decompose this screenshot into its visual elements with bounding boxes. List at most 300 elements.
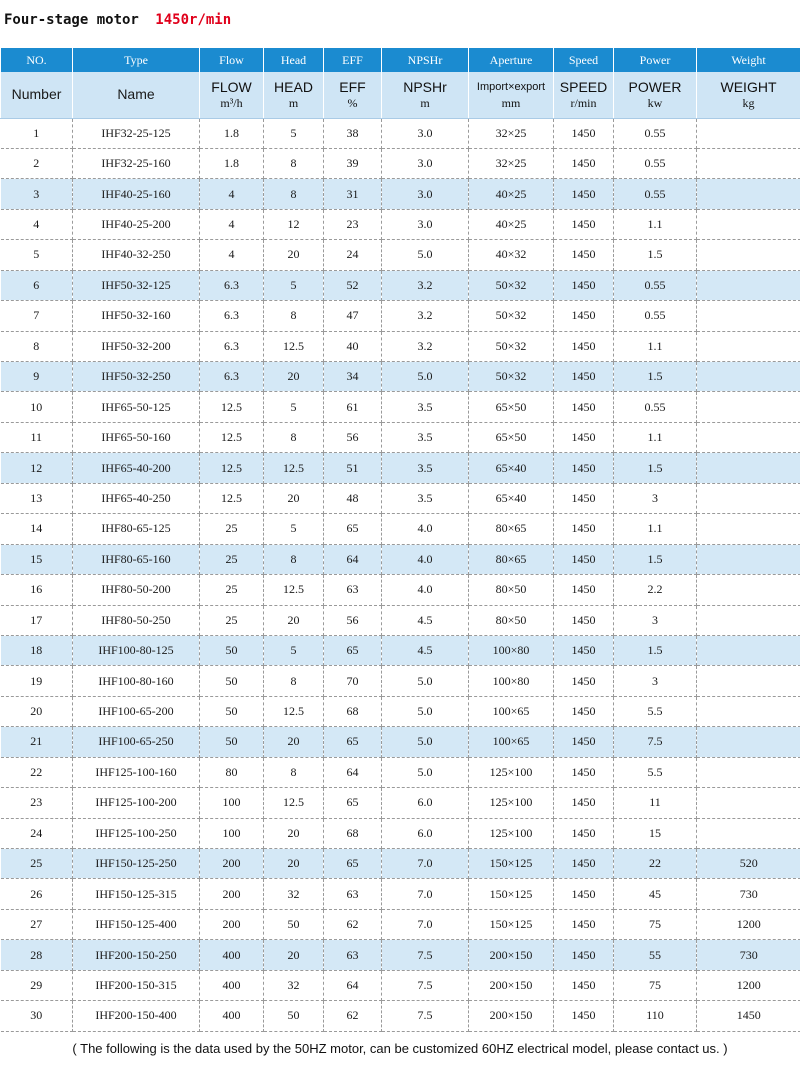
weight-cell: [697, 118, 800, 148]
npshr-cell: 3.0: [382, 148, 469, 178]
model-name-cell: IHF125-100-200: [73, 788, 200, 818]
speed-cell: 1450: [554, 514, 614, 544]
flow-cell: 50: [200, 727, 264, 757]
header-weight: Weight: [697, 48, 800, 72]
weight-cell: [697, 422, 800, 452]
speed-cell: 1450: [554, 909, 614, 939]
aperture-cell: 100×80: [469, 666, 554, 696]
efficiency-cell: 61: [324, 392, 382, 422]
header-type: Type: [73, 48, 200, 72]
model-name-cell: IHF80-50-200: [73, 575, 200, 605]
row-number-cell: 8: [1, 331, 73, 361]
speed-cell: 1450: [554, 270, 614, 300]
weight-cell: [697, 544, 800, 574]
aperture-cell: 32×25: [469, 118, 554, 148]
speed-cell: 1450: [554, 696, 614, 726]
npshr-cell: 4.5: [382, 635, 469, 665]
model-name-cell: IHF40-25-200: [73, 209, 200, 239]
flow-cell: 6.3: [200, 301, 264, 331]
head-cell: 50: [264, 909, 324, 939]
weight-cell: [697, 757, 800, 787]
row-number-cell: 26: [1, 879, 73, 909]
weight-cell: 1200: [697, 970, 800, 1000]
npshr-cell: 3.5: [382, 392, 469, 422]
table-row: [1, 514, 800, 544]
flow-cell: 6.3: [200, 270, 264, 300]
head-cell: 20: [264, 605, 324, 635]
npshr-cell: 7.0: [382, 909, 469, 939]
model-name-cell: IHF40-32-250: [73, 240, 200, 270]
row-number-cell: 29: [1, 970, 73, 1000]
weight-cell: 1200: [697, 909, 800, 939]
power-cell: 5.5: [614, 757, 697, 787]
aperture-cell: 100×65: [469, 727, 554, 757]
model-name-cell: IHF32-25-125: [73, 118, 200, 148]
speed-cell: 1450: [554, 331, 614, 361]
aperture-cell: 125×100: [469, 757, 554, 787]
model-name-cell: IHF65-50-125: [73, 392, 200, 422]
row-number-cell: 15: [1, 544, 73, 574]
head-cell: 8: [264, 757, 324, 787]
npshr-cell: 7.0: [382, 849, 469, 879]
flow-cell: 100: [200, 788, 264, 818]
power-cell: 7.5: [614, 727, 697, 757]
aperture-cell: 65×50: [469, 392, 554, 422]
header-flow: Flow: [200, 48, 264, 72]
npshr-cell: 7.5: [382, 940, 469, 970]
flow-cell: 80: [200, 757, 264, 787]
weight-cell: [697, 514, 800, 544]
aperture-cell: 40×25: [469, 209, 554, 239]
efficiency-cell: 63: [324, 879, 382, 909]
power-cell: 1.1: [614, 331, 697, 361]
efficiency-cell: 48: [324, 483, 382, 513]
npshr-cell: 7.5: [382, 1001, 469, 1031]
table-row: [1, 757, 800, 787]
weight-cell: [697, 270, 800, 300]
model-name-cell: IHF50-32-250: [73, 362, 200, 392]
row-number-cell: 2: [1, 148, 73, 178]
weight-cell: [697, 483, 800, 513]
flow-cell: 50: [200, 666, 264, 696]
head-cell: 5: [264, 118, 324, 148]
head-cell: 20: [264, 483, 324, 513]
header-power-unit: POWER kw: [614, 72, 697, 118]
row-number-cell: 30: [1, 1001, 73, 1031]
row-number-cell: 1: [1, 118, 73, 148]
npshr-cell: 6.0: [382, 818, 469, 848]
model-name-cell: IHF200-150-250: [73, 940, 200, 970]
flow-cell: 400: [200, 1001, 264, 1031]
aperture-cell: 200×150: [469, 1001, 554, 1031]
weight-cell: 520: [697, 849, 800, 879]
speed-cell: 1450: [554, 392, 614, 422]
row-number-cell: 19: [1, 666, 73, 696]
head-cell: 20: [264, 818, 324, 848]
efficiency-cell: 31: [324, 179, 382, 209]
table-row: [1, 270, 800, 300]
npshr-cell: 7.0: [382, 879, 469, 909]
efficiency-cell: 65: [324, 635, 382, 665]
table-row: [1, 788, 800, 818]
table-row: [1, 544, 800, 574]
efficiency-cell: 24: [324, 240, 382, 270]
row-number-cell: 6: [1, 270, 73, 300]
model-name-cell: IHF100-80-160: [73, 666, 200, 696]
speed-cell: 1450: [554, 209, 614, 239]
head-cell: 5: [264, 635, 324, 665]
power-cell: 5.5: [614, 696, 697, 726]
speed-cell: 1450: [554, 788, 614, 818]
aperture-cell: 125×100: [469, 788, 554, 818]
efficiency-cell: 62: [324, 909, 382, 939]
header-eff: EFF: [324, 48, 382, 72]
power-cell: 15: [614, 818, 697, 848]
efficiency-cell: 63: [324, 575, 382, 605]
power-cell: 0.55: [614, 301, 697, 331]
efficiency-cell: 62: [324, 1001, 382, 1031]
model-name-cell: IHF65-50-160: [73, 422, 200, 452]
header-npshr: NPSHr: [382, 48, 469, 72]
row-number-cell: 3: [1, 179, 73, 209]
efficiency-cell: 65: [324, 849, 382, 879]
speed-cell: 1450: [554, 148, 614, 178]
head-cell: 12.5: [264, 331, 324, 361]
table-row: [1, 453, 800, 483]
npshr-cell: 3.5: [382, 422, 469, 452]
power-cell: 1.1: [614, 422, 697, 452]
aperture-cell: 50×32: [469, 362, 554, 392]
aperture-cell: 100×65: [469, 696, 554, 726]
head-cell: 20: [264, 849, 324, 879]
speed-cell: 1450: [554, 605, 614, 635]
efficiency-cell: 34: [324, 362, 382, 392]
flow-cell: 25: [200, 575, 264, 605]
model-name-cell: IHF100-80-125: [73, 635, 200, 665]
efficiency-cell: 23: [324, 209, 382, 239]
weight-cell: [697, 575, 800, 605]
model-name-cell: IHF150-125-250: [73, 849, 200, 879]
power-cell: 3: [614, 666, 697, 696]
row-number-cell: 14: [1, 514, 73, 544]
table-row: [1, 422, 800, 452]
npshr-cell: 5.0: [382, 666, 469, 696]
power-cell: 0.55: [614, 118, 697, 148]
efficiency-cell: 56: [324, 422, 382, 452]
table-row: [1, 301, 800, 331]
power-cell: 0.55: [614, 179, 697, 209]
npshr-cell: 3.2: [382, 331, 469, 361]
efficiency-cell: 51: [324, 453, 382, 483]
weight-cell: [697, 453, 800, 483]
header-eff-unit: EFF %: [324, 72, 382, 118]
aperture-cell: 65×50: [469, 422, 554, 452]
model-name-cell: IHF150-125-400: [73, 909, 200, 939]
efficiency-cell: 64: [324, 970, 382, 1000]
speed-cell: 1450: [554, 575, 614, 605]
flow-cell: 12.5: [200, 483, 264, 513]
weight-cell: [697, 240, 800, 270]
npshr-cell: 4.5: [382, 605, 469, 635]
table-row: [1, 362, 800, 392]
header-flow-unit: FLOW m³/h: [200, 72, 264, 118]
table-row: [1, 818, 800, 848]
table-row: [1, 909, 800, 939]
npshr-cell: 6.0: [382, 788, 469, 818]
aperture-cell: 200×150: [469, 970, 554, 1000]
npshr-cell: 3.0: [382, 179, 469, 209]
table-row: [1, 148, 800, 178]
aperture-cell: 32×25: [469, 148, 554, 178]
aperture-cell: 150×125: [469, 909, 554, 939]
row-number-cell: 17: [1, 605, 73, 635]
aperture-cell: 125×100: [469, 818, 554, 848]
weight-cell: [697, 696, 800, 726]
power-cell: 3: [614, 605, 697, 635]
table-row: [1, 331, 800, 361]
power-cell: 0.55: [614, 392, 697, 422]
power-cell: 1.5: [614, 362, 697, 392]
speed-cell: 1450: [554, 1001, 614, 1031]
row-number-cell: 27: [1, 909, 73, 939]
aperture-cell: 50×32: [469, 331, 554, 361]
header-aperture-unit: Import×export mm: [469, 72, 554, 118]
efficiency-cell: 40: [324, 331, 382, 361]
model-name-cell: IHF80-65-125: [73, 514, 200, 544]
flow-cell: 400: [200, 940, 264, 970]
row-number-cell: 10: [1, 392, 73, 422]
head-cell: 8: [264, 666, 324, 696]
head-cell: 20: [264, 727, 324, 757]
weight-cell: [697, 818, 800, 848]
power-cell: 1.5: [614, 635, 697, 665]
table-row: [1, 666, 800, 696]
flow-cell: 4: [200, 179, 264, 209]
head-cell: 5: [264, 514, 324, 544]
speed-cell: 1450: [554, 940, 614, 970]
efficiency-cell: 68: [324, 696, 382, 726]
npshr-cell: 3.2: [382, 270, 469, 300]
aperture-cell: 65×40: [469, 483, 554, 513]
power-cell: 75: [614, 909, 697, 939]
table-row: [1, 1001, 800, 1031]
page-title: [4, 12, 231, 34]
row-number-cell: 23: [1, 788, 73, 818]
npshr-cell: 3.0: [382, 118, 469, 148]
model-name-cell: IHF40-25-160: [73, 179, 200, 209]
efficiency-cell: 64: [324, 544, 382, 574]
model-name-cell: IHF125-100-160: [73, 757, 200, 787]
table-row: [1, 635, 800, 665]
power-cell: 0.55: [614, 148, 697, 178]
power-cell: 1.5: [614, 240, 697, 270]
power-cell: 1.1: [614, 514, 697, 544]
header-power: Power: [614, 48, 697, 72]
weight-cell: [697, 635, 800, 665]
header-aperture: Aperture: [469, 48, 554, 72]
aperture-cell: 50×32: [469, 301, 554, 331]
efficiency-cell: 68: [324, 818, 382, 848]
head-cell: 20: [264, 362, 324, 392]
power-cell: 22: [614, 849, 697, 879]
row-number-cell: 5: [1, 240, 73, 270]
speed-cell: 1450: [554, 422, 614, 452]
table-row: [1, 696, 800, 726]
table-row: [1, 575, 800, 605]
header-row-units: [1, 72, 800, 118]
flow-cell: 6.3: [200, 362, 264, 392]
row-number-cell: 24: [1, 818, 73, 848]
power-cell: 0.55: [614, 270, 697, 300]
speed-cell: 1450: [554, 970, 614, 1000]
head-cell: 12: [264, 209, 324, 239]
weight-cell: [697, 392, 800, 422]
model-name-cell: IHF100-65-200: [73, 696, 200, 726]
weight-cell: [697, 666, 800, 696]
npshr-cell: 5.0: [382, 696, 469, 726]
table-row: [1, 392, 800, 422]
row-number-cell: 13: [1, 483, 73, 513]
row-number-cell: 22: [1, 757, 73, 787]
speed-cell: 1450: [554, 544, 614, 574]
speed-cell: 1450: [554, 179, 614, 209]
row-number-cell: 20: [1, 696, 73, 726]
head-cell: 20: [264, 940, 324, 970]
head-cell: 8: [264, 301, 324, 331]
efficiency-cell: 38: [324, 118, 382, 148]
head-cell: 5: [264, 270, 324, 300]
table-row: [1, 940, 800, 970]
flow-cell: 4: [200, 240, 264, 270]
table-row: [1, 483, 800, 513]
efficiency-cell: 63: [324, 940, 382, 970]
row-number-cell: 7: [1, 301, 73, 331]
aperture-cell: 150×125: [469, 849, 554, 879]
npshr-cell: 5.0: [382, 362, 469, 392]
weight-cell: [697, 727, 800, 757]
speed-cell: 1450: [554, 483, 614, 513]
flow-cell: 100: [200, 818, 264, 848]
table-row: [1, 118, 800, 148]
head-cell: 12.5: [264, 788, 324, 818]
speed-cell: 1450: [554, 362, 614, 392]
title-label: Four-stage motor: [4, 12, 139, 28]
row-number-cell: 28: [1, 940, 73, 970]
row-number-cell: 4: [1, 209, 73, 239]
weight-cell: [697, 362, 800, 392]
row-number-cell: 11: [1, 422, 73, 452]
model-name-cell: IHF100-65-250: [73, 727, 200, 757]
head-cell: 12.5: [264, 575, 324, 605]
speed-cell: 1450: [554, 818, 614, 848]
power-cell: 75: [614, 970, 697, 1000]
aperture-cell: 50×32: [469, 270, 554, 300]
flow-cell: 4: [200, 209, 264, 239]
aperture-cell: 200×150: [469, 940, 554, 970]
efficiency-cell: 52: [324, 270, 382, 300]
header-head-unit: HEAD m: [264, 72, 324, 118]
model-name-cell: IHF50-32-200: [73, 331, 200, 361]
weight-cell: [697, 331, 800, 361]
npshr-cell: 3.5: [382, 483, 469, 513]
efficiency-cell: 39: [324, 148, 382, 178]
head-cell: 32: [264, 970, 324, 1000]
npshr-cell: 4.0: [382, 514, 469, 544]
table-row: [1, 240, 800, 270]
aperture-cell: 65×40: [469, 453, 554, 483]
header-row-categories: [1, 48, 800, 72]
weight-cell: [697, 209, 800, 239]
flow-cell: 12.5: [200, 392, 264, 422]
row-number-cell: 16: [1, 575, 73, 605]
efficiency-cell: 64: [324, 757, 382, 787]
model-name-cell: IHF80-65-160: [73, 544, 200, 574]
speed-cell: 1450: [554, 757, 614, 787]
speed-cell: 1450: [554, 453, 614, 483]
header-number: Number: [1, 72, 73, 118]
npshr-cell: 4.0: [382, 575, 469, 605]
table-row: [1, 209, 800, 239]
weight-cell: [697, 788, 800, 818]
power-cell: 45: [614, 879, 697, 909]
spec-table: [0, 48, 800, 1032]
table-row: [1, 727, 800, 757]
head-cell: 5: [264, 392, 324, 422]
row-number-cell: 9: [1, 362, 73, 392]
header-npshr-unit: NPSHr m: [382, 72, 469, 118]
weight-cell: [697, 179, 800, 209]
row-number-cell: 21: [1, 727, 73, 757]
npshr-cell: 4.0: [382, 544, 469, 574]
flow-cell: 1.8: [200, 148, 264, 178]
efficiency-cell: 65: [324, 727, 382, 757]
header-speed-unit: SPEED r/min: [554, 72, 614, 118]
head-cell: 20: [264, 240, 324, 270]
npshr-cell: 7.5: [382, 970, 469, 1000]
flow-cell: 12.5: [200, 453, 264, 483]
header-no: NO.: [1, 48, 73, 72]
efficiency-cell: 56: [324, 605, 382, 635]
table-row: [1, 605, 800, 635]
head-cell: 8: [264, 422, 324, 452]
weight-cell: [697, 605, 800, 635]
efficiency-cell: 70: [324, 666, 382, 696]
footer-note: ( The following is the data used by the 50HZ motor, can be customized 60HZ electrical model, please contact us. ): [72, 1041, 728, 1056]
aperture-cell: 150×125: [469, 879, 554, 909]
aperture-cell: 100×80: [469, 635, 554, 665]
efficiency-cell: 65: [324, 514, 382, 544]
speed-cell: 1450: [554, 879, 614, 909]
npshr-cell: 5.0: [382, 727, 469, 757]
model-name-cell: IHF125-100-250: [73, 818, 200, 848]
power-cell: 110: [614, 1001, 697, 1031]
speed-cell: 1450: [554, 240, 614, 270]
model-name-cell: IHF65-40-200: [73, 453, 200, 483]
head-cell: 8: [264, 544, 324, 574]
aperture-cell: 80×50: [469, 575, 554, 605]
flow-cell: 25: [200, 514, 264, 544]
aperture-cell: 40×32: [469, 240, 554, 270]
power-cell: 11: [614, 788, 697, 818]
title-speed: 1450r/min: [155, 12, 232, 28]
model-name-cell: IHF200-150-400: [73, 1001, 200, 1031]
aperture-cell: 80×65: [469, 514, 554, 544]
flow-cell: 50: [200, 696, 264, 726]
efficiency-cell: 47: [324, 301, 382, 331]
flow-cell: 200: [200, 849, 264, 879]
power-cell: 1.5: [614, 453, 697, 483]
speed-cell: 1450: [554, 666, 614, 696]
